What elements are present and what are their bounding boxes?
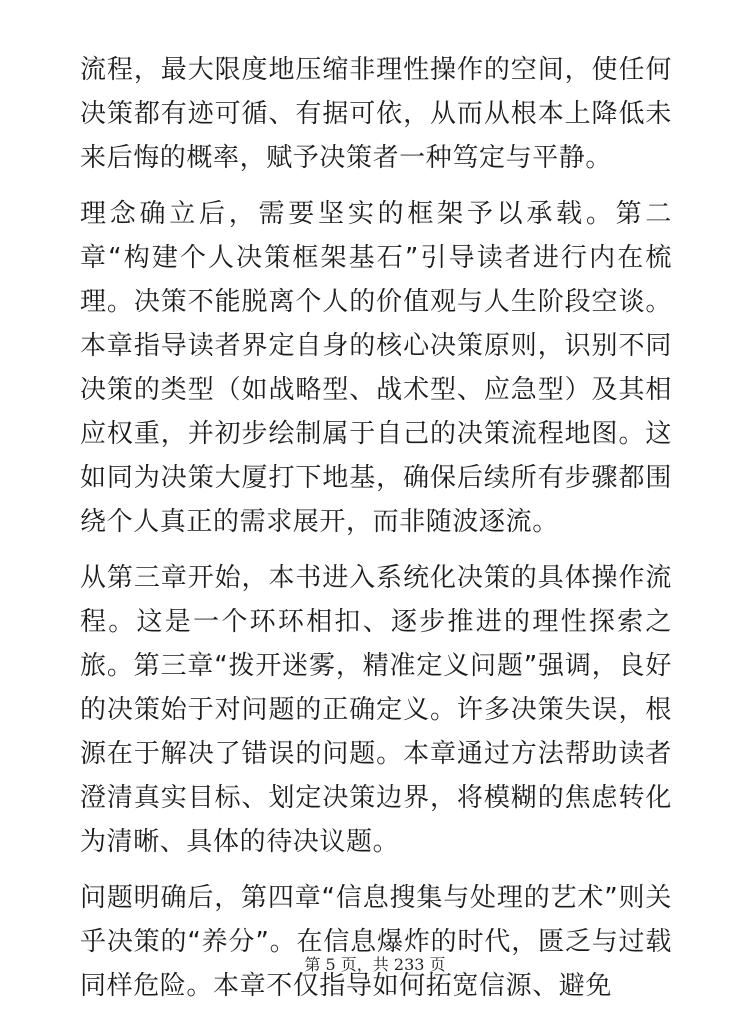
page-number: 第 5 页，共 233 页 [304,955,446,974]
paragraph-3: 从第三章开始，本书进入系统化决策的具体操作流程。这是一个环环相扣、逐步推进的理性探索之旅。第三章“拨开迷雾，精准定义问题”强调，良好的决策始于对问题的正确定义。许多决策失误，根源在于解决了错误的问题。本章通过方法帮助读者澄清真实目标、划定决策边界，将模糊的焦虑转化为清晰、具体的待决议题。 [80,563,672,857]
paragraph-4: 问题明确后，第四章“信息搜集与处理的艺术”则关乎决策的“养分”。在信息爆炸的时代，匮乏与过载同样危险。本章不仅指导如何拓宽信源、避免 [80,883,672,1001]
paragraph-2: 理念确立后，需要坚实的框架予以承载。第二章“构建个人决策框架基石”引导读者进行内在梳理。决策不能脱离个人的价值观与人生阶段空谈。本章指导读者界定自身的核心决策原则，识别不同决策的类型（如战略型、战术型、应急型）及其相应权重，并初步绘制属于自己的决策流程地图。这如同为决策大厦打下地基，确保后续所有步骤都围绕个人真正的需求展开，而非随波逐流。 [80,199,672,537]
paragraph-1: 流程，最大限度地压缩非理性操作的空间，使任何决策都有迹可循、有据可依，从而从根本上降低未来后悔的概率，赋予决策者一种笃定与平静。 [80,55,672,173]
body-text [80,48,672,1020]
